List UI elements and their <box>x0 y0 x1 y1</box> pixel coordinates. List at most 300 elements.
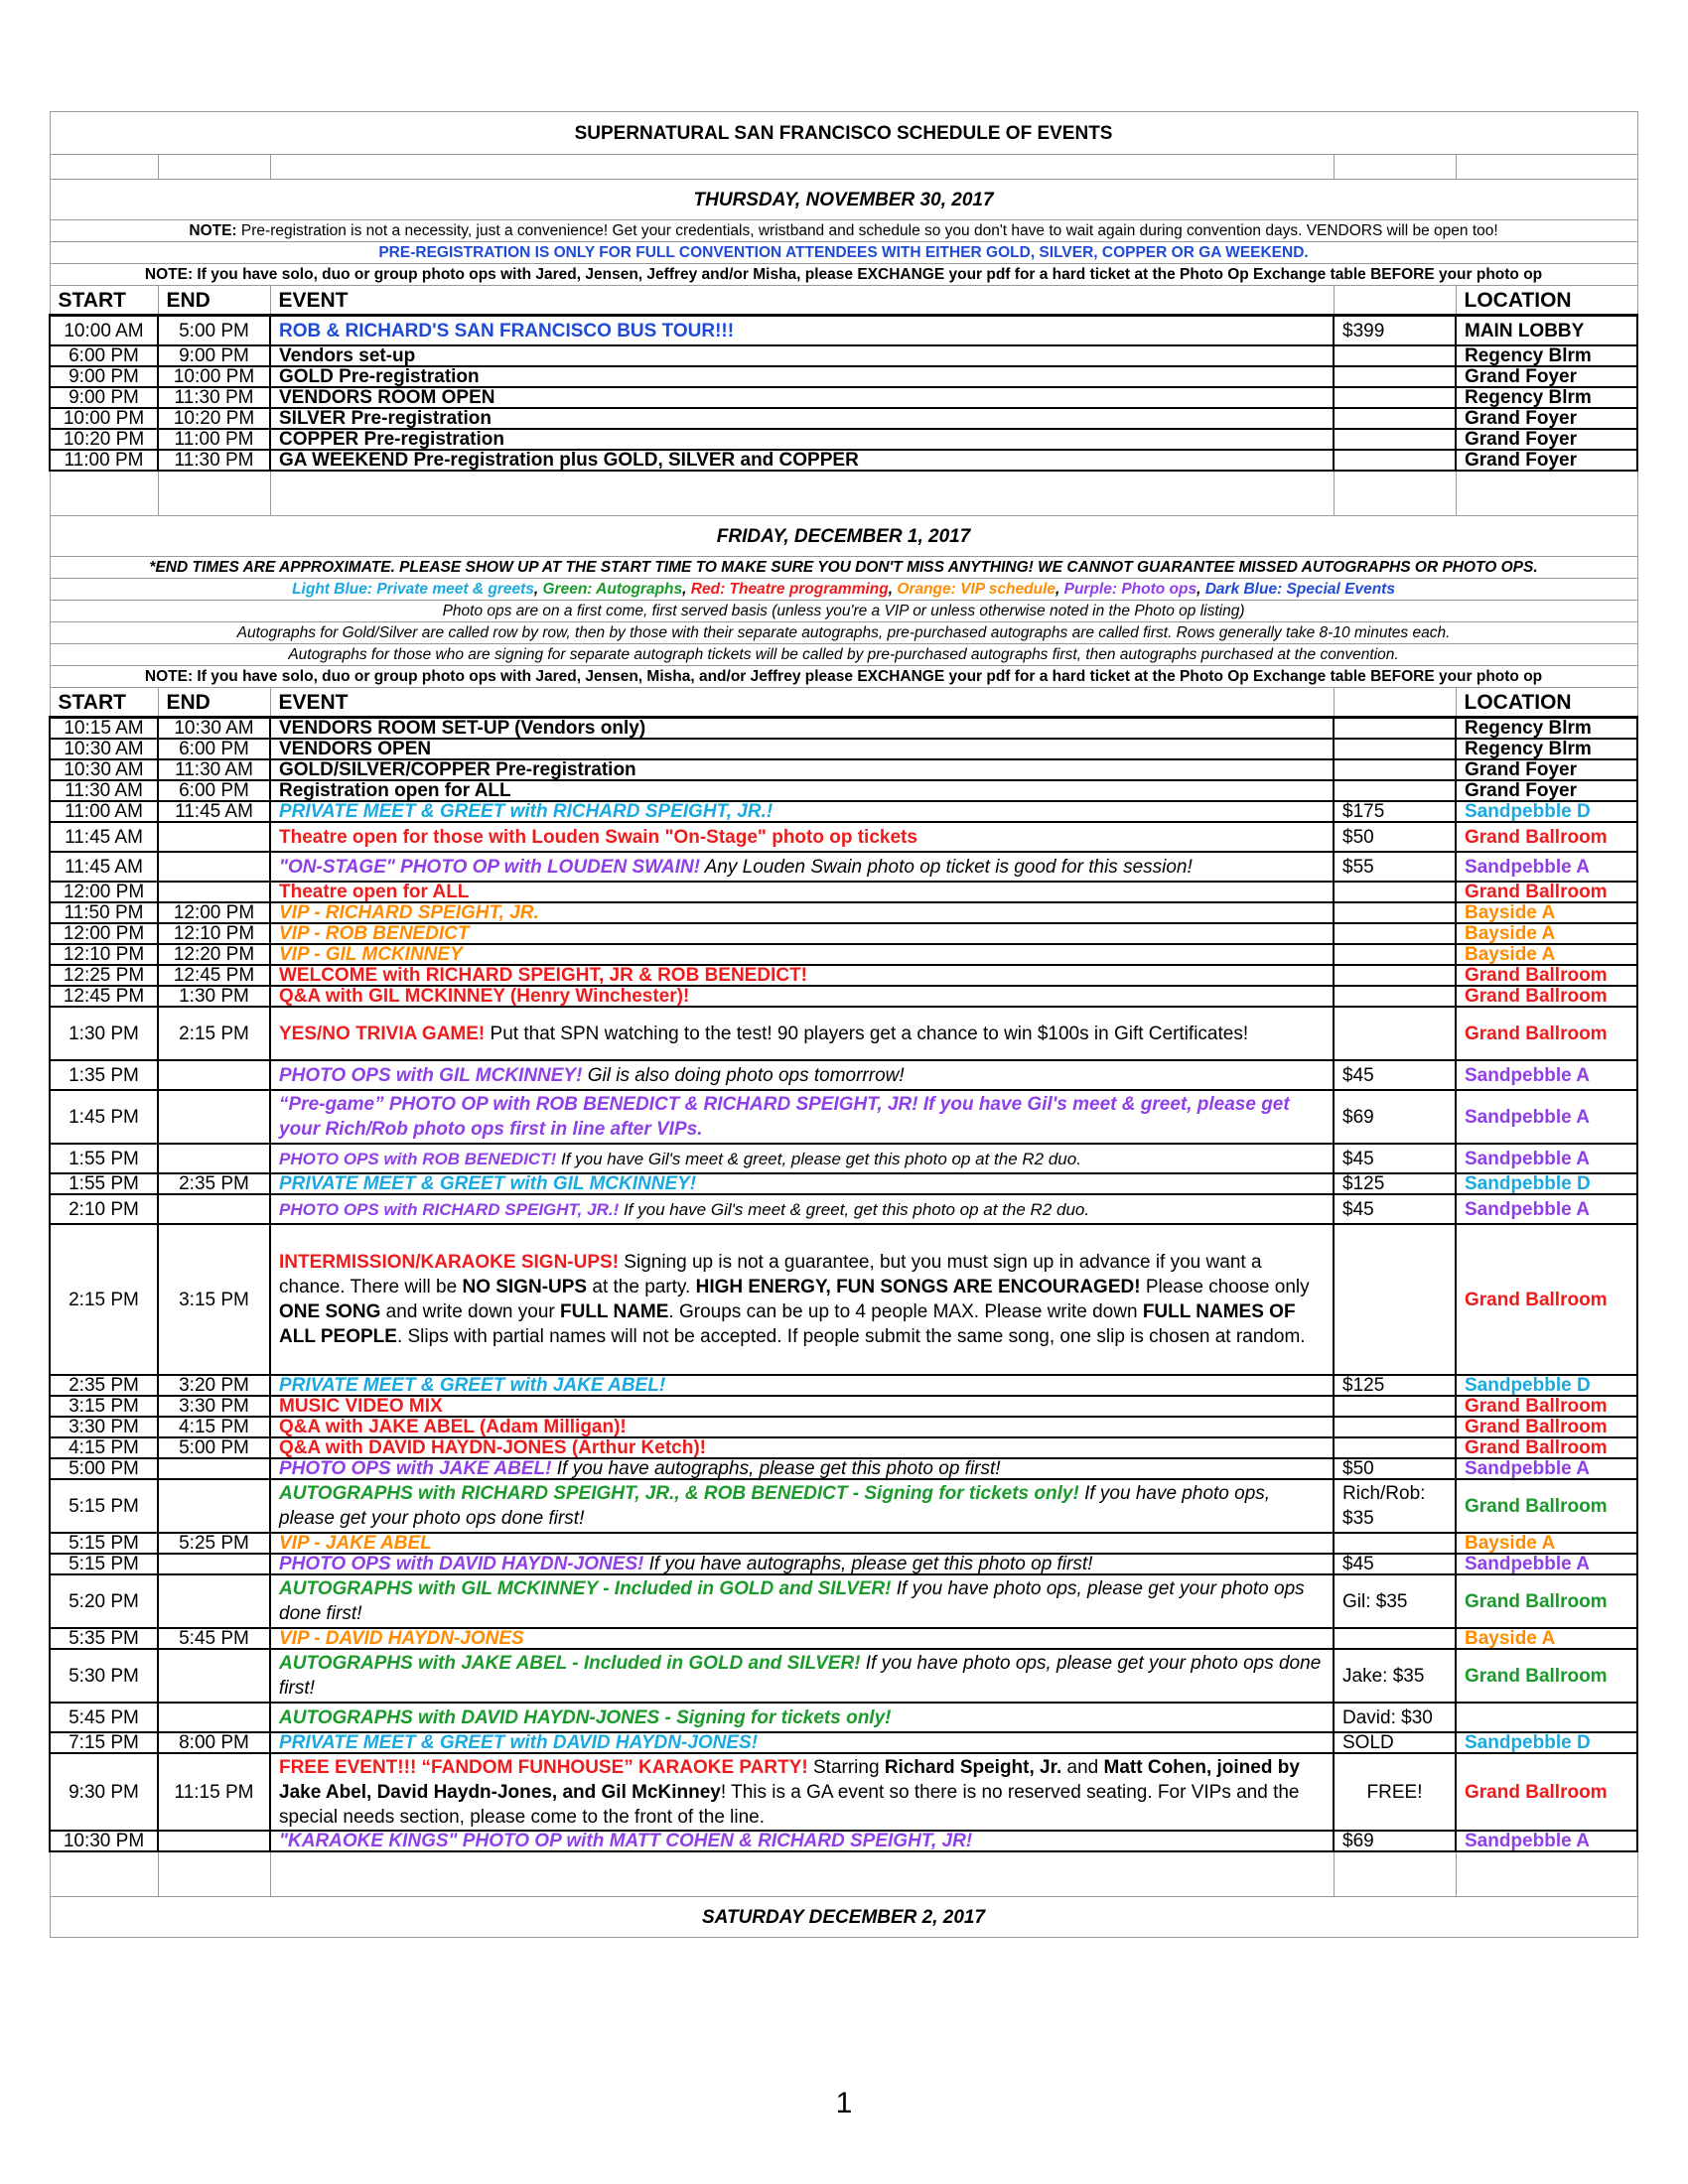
price <box>1334 759 1456 780</box>
friday-event-row <box>50 852 1637 882</box>
event-title: VENDORS OPEN <box>279 739 432 759</box>
price <box>1334 902 1456 923</box>
event-description <box>270 739 1334 759</box>
event-description <box>270 408 1334 429</box>
end-time: 12:00 PM <box>158 902 270 923</box>
event-description <box>270 450 1334 471</box>
event-note: HIGH ENERGY, FUN SONGS ARE ENCOURAGED! <box>695 1277 1141 1297</box>
event-header: EVENT <box>270 286 1334 316</box>
event-description <box>270 1173 1334 1194</box>
end-time: 9:00 PM <box>158 345 270 366</box>
friday-heading: FRIDAY, DECEMBER 1, 2017 <box>50 516 1637 557</box>
start-time: 1:30 PM <box>50 1007 158 1060</box>
event-note: If you have Gil's meet & greet, please get your Rich/Rob photo ops first in line after VIPs. <box>279 1094 1290 1140</box>
start-time: 1:55 PM <box>50 1144 158 1173</box>
location: Grand Ballroom <box>1456 1396 1637 1417</box>
event-note: If you have Gil's meet & greet, please get this photo op at the R2 duo. <box>556 1149 1081 1168</box>
friday-note-2: Photo ops are on a first come, first served basis (unless you're a VIP or unless otherwise noted in the Photo op listing) <box>50 601 1637 622</box>
location: Bayside A <box>1456 1533 1637 1554</box>
start-time: 5:30 PM <box>50 1649 158 1703</box>
event-title: PHOTO OPS with RICHARD SPEIGHT, JR.! <box>279 1199 620 1219</box>
friday-event-row <box>50 1458 1637 1479</box>
event-title: PHOTO OPS with JAKE ABEL! <box>279 1458 552 1479</box>
location: Sandpebble D <box>1456 1173 1637 1194</box>
price <box>1334 923 1456 944</box>
event-note: Any Louden Swain photo op ticket is good for this session! <box>700 856 1193 878</box>
event-description <box>270 759 1334 780</box>
schedule-table <box>49 111 1638 1938</box>
event-note: Matt Cohen, joined by Jake Abel, David Haydn-Jones, and Gil McKinney <box>279 1756 1300 1803</box>
friday-event-row <box>50 1396 1637 1417</box>
price <box>1334 739 1456 759</box>
end-time <box>158 1574 270 1628</box>
thursday-event-row <box>50 450 1637 471</box>
event-title: FREE EVENT!!! “FANDOM FUNHOUSE” KARAOKE PARTY! <box>279 1756 808 1778</box>
friday-event-row <box>50 1533 1637 1554</box>
end-time: 10:30 AM <box>158 718 270 740</box>
start-time: 5:15 PM <box>50 1533 158 1554</box>
price <box>1334 345 1456 366</box>
end-time: 11:45 AM <box>158 801 270 822</box>
location: Grand Foyer <box>1456 780 1637 801</box>
event-title: ROB & RICHARD'S SAN FRANCISCO BUS TOUR!!! <box>279 320 735 341</box>
event-note: If you have photo ops, please get your photo ops done first! <box>279 1483 1271 1529</box>
start-time: 10:15 AM <box>50 718 158 740</box>
event-title: VIP - ROB BENEDICT <box>279 923 470 944</box>
location: Grand Ballroom <box>1456 1753 1637 1831</box>
location: Sandpebble A <box>1456 1194 1637 1224</box>
saturday-heading: SATURDAY DECEMBER 2, 2017 <box>50 1897 1637 1938</box>
location: Grand Ballroom <box>1456 1574 1637 1628</box>
event-description <box>270 387 1334 408</box>
price <box>1334 429 1456 450</box>
event-description <box>270 1533 1334 1554</box>
end-time <box>158 1090 270 1144</box>
end-time: 11:30 PM <box>158 387 270 408</box>
event-title: PHOTO OPS with ROB BENEDICT! <box>279 1149 557 1168</box>
price <box>1334 965 1456 986</box>
event-description <box>270 1224 1334 1375</box>
event-description <box>270 1703 1334 1732</box>
event-description <box>270 1007 1334 1060</box>
event-title: VENDORS ROOM SET-UP (Vendors only) <box>279 718 646 739</box>
price: $125 <box>1334 1375 1456 1396</box>
start-time: 3:30 PM <box>50 1417 158 1437</box>
event-description <box>270 1144 1334 1173</box>
start-time: 4:15 PM <box>50 1437 158 1458</box>
start-time: 2:15 PM <box>50 1224 158 1375</box>
price <box>1334 1396 1456 1417</box>
event-note: . Groups can be up to 4 people MAX. Please write down <box>668 1301 1143 1322</box>
start-time: 1:45 PM <box>50 1090 158 1144</box>
event-title: Registration open for ALL <box>279 780 511 801</box>
price <box>1334 1417 1456 1437</box>
end-time <box>158 1144 270 1173</box>
location: Sandpebble D <box>1456 1375 1637 1396</box>
event-description <box>270 801 1334 822</box>
event-title: Theatre open for those with Louden Swain "On-Stage" photo op tickets <box>279 826 917 848</box>
event-note: If you have photo ops, please get your photo ops done first! <box>279 1653 1322 1699</box>
price: Jake: $35 <box>1334 1649 1456 1703</box>
price: $55 <box>1334 852 1456 882</box>
friday-event-row <box>50 1649 1637 1703</box>
end-time: 11:30 PM <box>158 450 270 471</box>
friday-note-4: Autographs for those who are signing for separate autograph tickets will be called by pre-purchased autographs first, then autographs purchased at the convention. <box>50 644 1637 666</box>
friday-event-row <box>50 1007 1637 1060</box>
price: FREE! <box>1334 1753 1456 1831</box>
event-description <box>270 366 1334 387</box>
end-time: 12:45 PM <box>158 965 270 986</box>
event-description <box>270 1831 1334 1851</box>
event-description <box>270 1417 1334 1437</box>
location: Grand Foyer <box>1456 366 1637 387</box>
start-time: 2:35 PM <box>50 1375 158 1396</box>
event-title: VIP - GIL MCKINNEY <box>279 944 463 965</box>
price <box>1334 986 1456 1007</box>
price: $125 <box>1334 1173 1456 1194</box>
color-legend: Light Blue: Private meet & greets, Green: Autographs, Red: Theatre programming, Orange: VIP schedule, Purple: Photo ops, Dark Blue: Special Events <box>50 579 1637 601</box>
event-header: EVENT <box>270 688 1334 718</box>
event-title: SILVER Pre-registration <box>279 408 492 429</box>
end-time: 10:20 PM <box>158 408 270 429</box>
start-time: 12:45 PM <box>50 986 158 1007</box>
event-title: PRIVATE MEET & GREET with DAVID HAYDN-JONES! <box>279 1732 759 1753</box>
location: Bayside A <box>1456 1628 1637 1649</box>
location: Sandpebble A <box>1456 1144 1637 1173</box>
thursday-event-row <box>50 429 1637 450</box>
price-header <box>1334 286 1456 316</box>
end-time: 12:20 PM <box>158 944 270 965</box>
thursday-event-row <box>50 387 1637 408</box>
friday-event-row <box>50 902 1637 923</box>
start-time: 5:15 PM <box>50 1479 158 1533</box>
friday-event-row <box>50 1375 1637 1396</box>
event-title: YES/NO TRIVIA GAME! <box>279 1023 486 1044</box>
location: Grand Ballroom <box>1456 822 1637 852</box>
end-header: END <box>158 286 270 316</box>
price: David: $30 <box>1334 1703 1456 1732</box>
event-note: at the party. <box>587 1277 696 1297</box>
event-title: PRIVATE MEET & GREET with RICHARD SPEIGHT, JR.! <box>279 801 774 822</box>
end-time: 4:15 PM <box>158 1417 270 1437</box>
location: Grand Ballroom <box>1456 882 1637 902</box>
event-description <box>270 902 1334 923</box>
price <box>1334 1437 1456 1458</box>
start-time: 11:45 AM <box>50 852 158 882</box>
price: Gil: $35 <box>1334 1574 1456 1628</box>
start-time: 5:35 PM <box>50 1628 158 1649</box>
friday-event-row <box>50 801 1637 822</box>
event-title: VIP - DAVID HAYDN-JONES <box>279 1628 524 1649</box>
end-header: END <box>158 688 270 718</box>
thursday-note-1: NOTE: Pre-registration is not a necessity, just a convenience! Get your credentials, wristband and schedule so you don't have to wait again during convention days. VENDORS will be open too! <box>50 220 1637 242</box>
event-note: NO SIGN-UPS <box>462 1277 588 1297</box>
start-time: 5:00 PM <box>50 1458 158 1479</box>
event-title: AUTOGRAPHS with RICHARD SPEIGHT, JR., & ROB BENEDICT - Signing for tickets only! <box>279 1483 1079 1504</box>
friday-event-row <box>50 1173 1637 1194</box>
location: Grand Ballroom <box>1456 1007 1637 1060</box>
friday-note-3: Autographs for Gold/Silver are called row by row, then by those with their separate autographs, pre-purchased autographs are called first. Rows generally take 8-10 minutes each. <box>50 622 1637 644</box>
location: Sandpebble A <box>1456 1060 1637 1090</box>
page-number: 1 <box>835 2087 853 2119</box>
end-time: 11:30 AM <box>158 759 270 780</box>
friday-event-row <box>50 759 1637 780</box>
price: $45 <box>1334 1554 1456 1574</box>
location: Sandpebble A <box>1456 852 1637 882</box>
location: Regency Blrm <box>1456 345 1637 366</box>
start-time: 1:35 PM <box>50 1060 158 1090</box>
event-title: VENDORS ROOM OPEN <box>279 387 495 408</box>
event-note: Starring <box>807 1756 885 1778</box>
friday-event-row <box>50 1732 1637 1753</box>
start-header: START <box>50 286 158 316</box>
end-time <box>158 1831 270 1851</box>
start-time: 6:00 PM <box>50 345 158 366</box>
location: Sandpebble A <box>1456 1831 1637 1851</box>
event-title: AUTOGRAPHS with GIL MCKINNEY - Included in GOLD and SILVER! <box>279 1578 892 1599</box>
price <box>1334 718 1456 740</box>
start-time: 10:00 AM <box>50 316 158 346</box>
location <box>1456 1703 1637 1732</box>
event-description <box>270 882 1334 902</box>
event-description <box>270 780 1334 801</box>
friday-event-row <box>50 944 1637 965</box>
friday-event-row <box>50 1753 1637 1831</box>
end-time <box>158 852 270 882</box>
event-description <box>270 1554 1334 1574</box>
location: Grand Ballroom <box>1456 1417 1637 1437</box>
thursday-note-3: NOTE: If you have solo, duo or group photo ops with Jared, Jensen, Jeffrey and/or Misha, please EXCHANGE your pdf for a hard ticket at the Photo Op Exchange table BEFORE your photo op <box>50 264 1637 286</box>
end-time <box>158 1060 270 1090</box>
price <box>1334 882 1456 902</box>
location: Regency Blrm <box>1456 387 1637 408</box>
friday-event-row <box>50 1479 1637 1533</box>
friday-event-row <box>50 923 1637 944</box>
price: $45 <box>1334 1060 1456 1090</box>
friday-event-row <box>50 1574 1637 1628</box>
location: Sandpebble D <box>1456 801 1637 822</box>
event-note: Put that SPN watching to the test! 90 players get a chance to win $100s in Gift Certificates! <box>485 1023 1249 1044</box>
location-header: LOCATION <box>1456 286 1637 316</box>
location: Grand Ballroom <box>1456 1649 1637 1703</box>
event-description <box>270 1753 1334 1831</box>
end-time: 1:30 PM <box>158 986 270 1007</box>
price-header <box>1334 688 1456 718</box>
end-time <box>158 1649 270 1703</box>
friday-note-5: NOTE: If you have solo, duo or group photo ops with Jared, Jensen, Misha, and/or Jeffrey please EXCHANGE your pdf for a hard ticket at the Photo Op Exchange table BEFORE your photo op <box>50 666 1637 688</box>
event-note: If you have Gil's meet & greet, get this photo op at the R2 duo. <box>619 1199 1090 1219</box>
start-time: 11:00 PM <box>50 450 158 471</box>
start-time: 5:20 PM <box>50 1574 158 1628</box>
end-time <box>158 822 270 852</box>
price <box>1334 1533 1456 1554</box>
event-title: PRIVATE MEET & GREET with GIL MCKINNEY! <box>279 1173 697 1194</box>
location: Grand Ballroom <box>1456 1224 1637 1375</box>
event-note: Gil is also doing photo ops tomorrrow! <box>582 1064 905 1086</box>
location: Regency Blrm <box>1456 718 1637 740</box>
friday-event-row <box>50 780 1637 801</box>
event-title: WELCOME with RICHARD SPEIGHT, JR & ROB BENEDICT! <box>279 965 808 986</box>
end-time <box>158 1479 270 1533</box>
friday-event-row <box>50 986 1637 1007</box>
location: Grand Ballroom <box>1456 986 1637 1007</box>
event-description <box>270 1437 1334 1458</box>
thursday-header-row <box>50 286 1637 316</box>
event-description <box>270 1458 1334 1479</box>
end-time: 5:45 PM <box>158 1628 270 1649</box>
schedule-page <box>49 111 1636 1938</box>
event-note: Richard Speight, Jr. <box>884 1756 1062 1778</box>
end-time <box>158 1703 270 1732</box>
start-time: 10:20 PM <box>50 429 158 450</box>
price <box>1334 408 1456 429</box>
friday-header-row <box>50 688 1637 718</box>
start-time: 10:00 PM <box>50 408 158 429</box>
start-time: 9:00 PM <box>50 366 158 387</box>
friday-event-row <box>50 718 1637 740</box>
event-title: PRIVATE MEET & GREET with JAKE ABEL! <box>279 1375 666 1396</box>
end-time <box>158 1554 270 1574</box>
event-description <box>270 986 1334 1007</box>
event-title: Vendors set-up <box>279 345 416 366</box>
friday-event-row <box>50 739 1637 759</box>
end-time: 5:00 PM <box>158 1437 270 1458</box>
start-time: 12:10 PM <box>50 944 158 965</box>
price: $45 <box>1334 1194 1456 1224</box>
price <box>1334 944 1456 965</box>
event-title: AUTOGRAPHS with DAVID HAYDN-JONES - Signing for tickets only! <box>279 1706 892 1728</box>
location: Bayside A <box>1456 923 1637 944</box>
price: $69 <box>1334 1831 1456 1851</box>
start-time: 9:00 PM <box>50 387 158 408</box>
friday-event-row <box>50 1554 1637 1574</box>
price <box>1334 450 1456 471</box>
location: Sandpebble A <box>1456 1554 1637 1574</box>
price <box>1334 1628 1456 1649</box>
price <box>1334 366 1456 387</box>
start-time: 11:45 AM <box>50 822 158 852</box>
friday-event-row <box>50 1090 1637 1144</box>
friday-event-row <box>50 1194 1637 1224</box>
start-time: 11:50 PM <box>50 902 158 923</box>
page-title: SUPERNATURAL SAN FRANCISCO SCHEDULE OF EVENTS <box>50 112 1637 155</box>
end-time <box>158 1194 270 1224</box>
start-time: 12:00 PM <box>50 882 158 902</box>
location: Bayside A <box>1456 944 1637 965</box>
end-time: 11:15 PM <box>158 1753 270 1831</box>
event-description <box>270 1649 1334 1703</box>
event-title: "KARAOKE KINGS" PHOTO OP with MATT COHEN & RICHARD SPEIGHT, JR! <box>279 1831 973 1851</box>
end-time: 10:00 PM <box>158 366 270 387</box>
thursday-event-row <box>50 408 1637 429</box>
thursday-note-2: PRE-REGISTRATION IS ONLY FOR FULL CONVENTION ATTENDEES WITH EITHER GOLD, SILVER, COPPER OR GA WEEKEND. <box>50 242 1637 264</box>
friday-event-row <box>50 1628 1637 1649</box>
end-time: 12:10 PM <box>158 923 270 944</box>
start-time: 1:55 PM <box>50 1173 158 1194</box>
location-header: LOCATION <box>1456 688 1637 718</box>
friday-event-row <box>50 1703 1637 1732</box>
end-time: 3:20 PM <box>158 1375 270 1396</box>
event-description <box>270 1732 1334 1753</box>
event-title: INTERMISSION/KARAOKE SIGN-UPS! <box>279 1252 620 1273</box>
price: $45 <box>1334 1144 1456 1173</box>
event-title: MUSIC VIDEO MIX <box>279 1396 443 1417</box>
friday-event-row <box>50 822 1637 852</box>
friday-event-row <box>50 882 1637 902</box>
start-header: START <box>50 688 158 718</box>
start-time: 10:30 PM <box>50 1831 158 1851</box>
price: $175 <box>1334 801 1456 822</box>
event-description <box>270 316 1334 346</box>
location: Sandpebble D <box>1456 1732 1637 1753</box>
price: $399 <box>1334 316 1456 346</box>
location: Grand Ballroom <box>1456 1437 1637 1458</box>
end-time: 6:00 PM <box>158 739 270 759</box>
event-title: PHOTO OPS with GIL MCKINNEY! <box>279 1064 583 1086</box>
event-title: Theatre open for ALL <box>279 882 470 902</box>
event-description <box>270 822 1334 852</box>
event-note: and write down your <box>380 1301 560 1322</box>
thursday-event-row <box>50 366 1637 387</box>
thursday-event-row <box>50 345 1637 366</box>
location: Regency Blrm <box>1456 739 1637 759</box>
event-description <box>270 1060 1334 1090</box>
price: Rich/Rob: $35 <box>1334 1479 1456 1533</box>
event-note: FULL NAME <box>560 1301 669 1322</box>
event-title: PHOTO OPS with DAVID HAYDN-JONES! <box>279 1554 644 1574</box>
event-title: VIP - RICHARD SPEIGHT, JR. <box>279 902 539 923</box>
friday-event-row <box>50 1831 1637 1851</box>
event-note: and <box>1061 1756 1104 1778</box>
event-description <box>270 1090 1334 1144</box>
friday-event-row <box>50 1437 1637 1458</box>
start-time: 12:00 PM <box>50 923 158 944</box>
end-time <box>158 1458 270 1479</box>
location: Bayside A <box>1456 902 1637 923</box>
event-description <box>270 852 1334 882</box>
event-title: Q&A with GIL MCKINNEY (Henry Winchester)! <box>279 986 690 1007</box>
event-note: . Slips with partial names will not be accepted. If people submit the same song, one slip is chosen at random. <box>396 1326 1306 1347</box>
location: Sandpebble A <box>1456 1458 1637 1479</box>
event-description <box>270 429 1334 450</box>
start-time: 7:15 PM <box>50 1732 158 1753</box>
start-time: 10:30 AM <box>50 759 158 780</box>
start-time: 10:30 AM <box>50 739 158 759</box>
event-description <box>270 1479 1334 1533</box>
event-description <box>270 718 1334 740</box>
end-time: 3:30 PM <box>158 1396 270 1417</box>
event-title: AUTOGRAPHS with JAKE ABEL - Included in GOLD and SILVER! <box>279 1653 861 1674</box>
price <box>1334 1224 1456 1375</box>
event-title: GOLD Pre-registration <box>279 366 480 387</box>
end-time: 8:00 PM <box>158 1732 270 1753</box>
location: MAIN LOBBY <box>1456 316 1637 346</box>
event-note: Please choose only <box>1140 1277 1310 1297</box>
friday-event-row <box>50 1144 1637 1173</box>
start-time: 3:15 PM <box>50 1396 158 1417</box>
event-description <box>270 965 1334 986</box>
event-note: ! This is a GA event so there is no reserved seating. For VIPs and the special needs section, please come to the front of the line. <box>279 1781 1300 1828</box>
price <box>1334 780 1456 801</box>
event-note: If you have autographs, please get this photo op first! <box>643 1554 1093 1574</box>
event-note: ONE SONG <box>279 1301 381 1322</box>
start-time: 11:00 AM <box>50 801 158 822</box>
location: Grand Foyer <box>1456 759 1637 780</box>
location: Grand Foyer <box>1456 450 1637 471</box>
event-description <box>270 1396 1334 1417</box>
friday-event-row <box>50 1060 1637 1090</box>
start-time: 9:30 PM <box>50 1753 158 1831</box>
